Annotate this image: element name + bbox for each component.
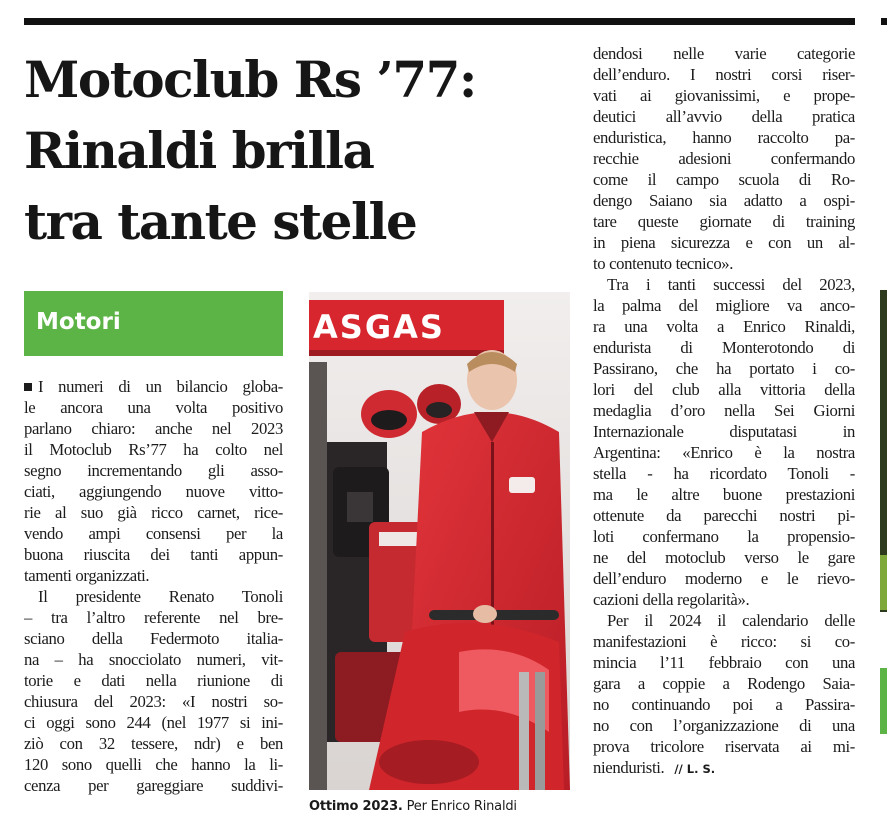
text-line (593, 85, 855, 106)
headline-line: Motoclub Rs ’77: (24, 50, 476, 109)
author-signature: // L. S. (674, 762, 716, 776)
line-text: lori del club alla vittoria della (593, 380, 855, 399)
line-text: dendosi nelle varie categorie (593, 44, 855, 63)
text-line (24, 502, 283, 523)
line-text: ma le altre buone prestazioni (593, 485, 855, 504)
line-text: vati ai giovanissimi, e prope- (593, 86, 855, 105)
line-text: rie al suo già ricco carnet, rice- (24, 503, 283, 522)
text-line (593, 379, 855, 400)
line-text: to contenuto tecnico». (593, 254, 734, 273)
text-line (593, 400, 855, 421)
line-text: cenza per gareggiare suddivi- (24, 776, 283, 795)
line-text: buona riuscita dei tanti appun- (24, 545, 283, 564)
text-line (593, 421, 855, 442)
text-line (593, 589, 855, 610)
text-line (593, 211, 855, 232)
line-text: enduristica, hanno raccolto pa- (593, 128, 855, 147)
text-line (593, 148, 855, 169)
line-text: Per il 2024 il calendario delle (607, 611, 855, 630)
text-line (593, 631, 855, 652)
text-line (593, 64, 855, 85)
section-badge (24, 291, 283, 356)
headline-line: tra tante stelle (24, 192, 417, 251)
text-line (593, 610, 855, 631)
text-line (593, 43, 855, 64)
text-line (593, 358, 855, 379)
line-text: recchie adesioni confermando (593, 149, 855, 168)
text-line (24, 607, 283, 628)
text-line (24, 649, 283, 670)
line-text: ne del motoclub verso le gare (593, 548, 855, 567)
neighbor-photo-detail (880, 555, 887, 610)
line-text: manifestazioni è ricco: si co- (593, 632, 855, 651)
line-text: in piena sicurezza e con un al- (593, 233, 855, 252)
text-line (24, 565, 283, 586)
text-line (593, 715, 855, 736)
text-line (24, 628, 283, 649)
line-text: na – ha snocciolato numeri, vit- (24, 650, 283, 669)
line-text: prova tricolore riservata ai mi- (593, 737, 855, 756)
article-column-1 (24, 376, 283, 796)
photo-caption (309, 799, 517, 814)
line-text: no con l’organizzazione di una (593, 716, 855, 735)
text-line (593, 547, 855, 568)
text-line (24, 712, 283, 733)
photo-illustration (309, 292, 570, 790)
text-line (593, 253, 855, 274)
line-text: ciati, aggiungendo nuove vitto- (24, 482, 283, 501)
text-line (593, 316, 855, 337)
text-line (593, 295, 855, 316)
line-text: il Motoclub Rs’77 ha colto nel (24, 440, 283, 459)
neighbor-section-badge (880, 668, 887, 734)
text-line (593, 442, 855, 463)
text-line (593, 190, 855, 211)
line-text: deutici all’avvio della pratica (593, 107, 855, 126)
text-line (593, 505, 855, 526)
text-line (24, 754, 283, 775)
text-line (593, 127, 855, 148)
text-line (24, 586, 283, 607)
text-line (593, 337, 855, 358)
text-line (593, 568, 855, 589)
text-line (24, 775, 283, 796)
line-text: 120 sono quelli che hanno la li- (24, 755, 283, 774)
article-column-3 (593, 43, 855, 780)
text-line (593, 169, 855, 190)
bullet-square-icon (24, 383, 32, 391)
text-line (24, 418, 283, 439)
line-text: la palma del migliore va anco- (593, 296, 855, 315)
line-text: segno incrementando gli asso- (24, 461, 283, 480)
text-line (593, 526, 855, 547)
text-line (593, 757, 855, 780)
section-label: Motori (36, 309, 121, 335)
text-line (593, 673, 855, 694)
text-line (24, 481, 283, 502)
text-line (593, 274, 855, 295)
line-text: ziò con 32 tessere, ndr) e ben (24, 734, 283, 753)
line-text: Il presidente Renato Tonoli (38, 587, 283, 606)
line-text: come il campo scuola di Ro- (593, 170, 855, 189)
text-line (24, 439, 283, 460)
text-line (24, 376, 283, 397)
line-text: cazioni della regolarità». (593, 590, 750, 609)
text-line (593, 232, 855, 253)
text-line (593, 106, 855, 127)
line-text: tamenti organizzati. (24, 566, 150, 585)
line-text: chiusura del 2023: «I nostri so- (24, 692, 283, 711)
headline (24, 44, 574, 257)
line-text: le ancora una volta positivo (24, 398, 283, 417)
text-line (24, 397, 283, 418)
line-text: Tra i tanti successi del 2023, (607, 275, 855, 294)
line-text: nienduristi. (593, 758, 665, 777)
line-text: dengo Saiano sia adatto a ospi- (593, 191, 855, 210)
line-text: mincia l’11 febbraio con una (593, 653, 855, 672)
line-text: torie e dati nella riunione di (24, 671, 283, 690)
line-text: ra una volta a Enrico Rinaldi, (593, 317, 855, 336)
line-text: medaglia d’oro nella Sei Giorni (593, 401, 855, 420)
line-text: Internazionale disputatasi in (593, 422, 855, 441)
text-line (24, 733, 283, 754)
line-text: dell’enduro moderno e le rievo- (593, 569, 855, 588)
line-text: no continuando poi a Passira- (593, 695, 855, 714)
text-line (593, 484, 855, 505)
text-line (593, 652, 855, 673)
line-text: parlano chiaro: anche nel 2023 (24, 419, 283, 438)
neighbor-rule (881, 18, 887, 25)
line-text: I numeri di un bilancio globa- (38, 377, 283, 396)
text-line (24, 460, 283, 481)
text-line (24, 544, 283, 565)
line-text: loti confermano la propensio- (593, 527, 855, 546)
headline-line: Rinaldi brilla (24, 121, 374, 180)
text-line (593, 694, 855, 715)
line-text: Passirano, che ha portato i co- (593, 359, 855, 378)
line-text: vendo ampi consensi per la (24, 524, 283, 543)
line-text: Argentina: «Enrico è la nostra (593, 443, 855, 462)
caption-text: Per Enrico Rinaldi (402, 799, 517, 814)
line-text: sciano della Federmoto italia- (24, 629, 283, 648)
text-line (24, 670, 283, 691)
line-text: ottenute da parecchi nostri pi- (593, 506, 855, 525)
line-text: – tra l’altro referente nel bre- (24, 608, 283, 627)
line-text: gara a coppie a Rodengo Saia- (593, 674, 855, 693)
line-text: dell’enduro. I nostri corsi riser- (593, 65, 855, 84)
line-text: endurista di Monterotondo di (593, 338, 855, 357)
banner-text: ASGAS (313, 308, 445, 346)
line-text: stella - ha ricordato Tonoli - (593, 464, 855, 483)
line-text: tare queste giornate di training (593, 212, 855, 231)
text-line (24, 691, 283, 712)
text-line (24, 523, 283, 544)
text-line (593, 736, 855, 757)
top-rule (24, 18, 855, 25)
caption-bold: Ottimo 2023. (309, 799, 403, 814)
article-photo (309, 292, 570, 790)
text-line (593, 463, 855, 484)
line-text: ci oggi sono 244 (nel 1977 si ini- (24, 713, 283, 732)
